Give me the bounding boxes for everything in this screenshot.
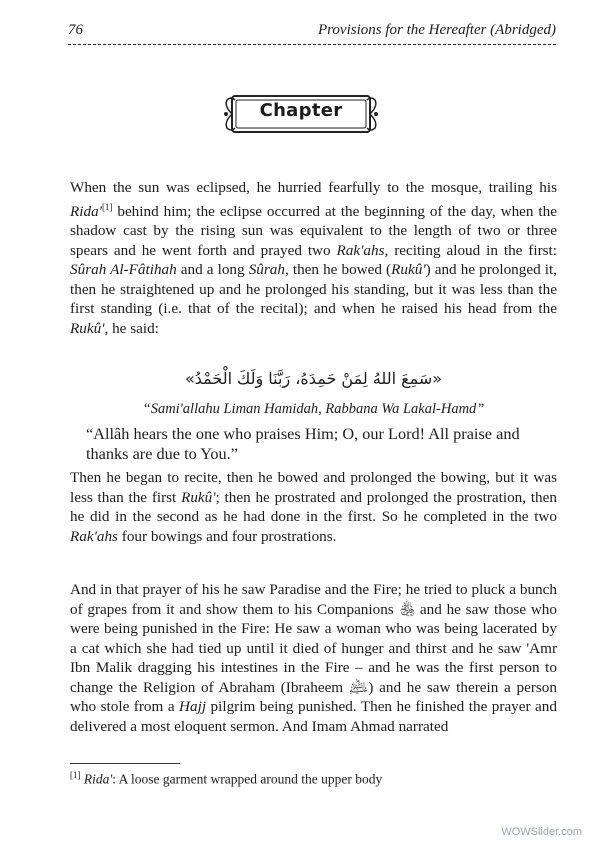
watermark: WOWSlider.com <box>501 826 582 838</box>
footnote-ref: [1] <box>101 201 113 212</box>
page-number: 76 <box>68 22 83 38</box>
footnote: [1] Rida': A loose garment wrapped around the upper body <box>70 770 383 787</box>
paragraph-2: Then he began to recite, then he bowed and prolonged the bowing, but it was less than the first Rukû'; then he prostrated and prolonged the prostration, then he did in the second as he had done in the first. So he completed in the two Rak'ahs four bowings and four prostrations. <box>70 469 557 545</box>
chapter-heading <box>222 92 380 136</box>
translation-quote: “Allâh hears the one who praises Him; O, our Lord! All praise and thanks are due to You.” <box>86 424 520 463</box>
paragraph-1: When the sun was eclipsed, he hurried fearfully to the mosque, trailing his Rida'[1] behind him; the eclipse occurred at the beginning of the day, when the shadow cast by the rising sun was equivalent to the length of two or three spears and he went forth and prayed two Rak'ahs, reciting aloud in the first: Sûrah Al-Fâtihah and a long Sûrah, then he bowed (Rukû') and he prolonged it, then he straightened up and he prolonged his standing, but it was less than the first standing (i.e. that of the recital); and when he raised his head from the Rukû', he said: <box>70 179 558 337</box>
arabic-supplication: «سَمِعَ اللهُ لِمَنْ حَمِدَهُ، رَبَّنَا وَلَكَ الْحَمْدُ» <box>184 369 443 388</box>
paragraph-3: And in that prayer of his he saw Paradise and the Fire; he tried to pluck a bunch of grapes from it and show them to his Companions ﵃ and he saw those who were being punished in the Fire: He saw a woman who was being lacerated by a cat which she had tied up until it died of hunger and thirst and he saw 'Amr Ibn Malik dragging his intestines in the Fire – and he was the first person to change the Religion of Abraham (Ibraheem ﵇) and he saw therein a person who stole from a Hajj pilgrim being punished. Then he finished the prayer and delivered a most eloquent sermon. And Imam Ahmad narrated <box>70 581 557 735</box>
book-title: Provisions for the Hereafter (Abridged) <box>317 22 556 38</box>
transliteration: “Sami'allahu Liman Hamidah, Rabbana Wa Lakal-Hamd” <box>142 401 485 417</box>
footnote-divider <box>70 763 180 764</box>
running-header <box>68 22 556 45</box>
chapter-title: Chapter <box>259 100 343 121</box>
